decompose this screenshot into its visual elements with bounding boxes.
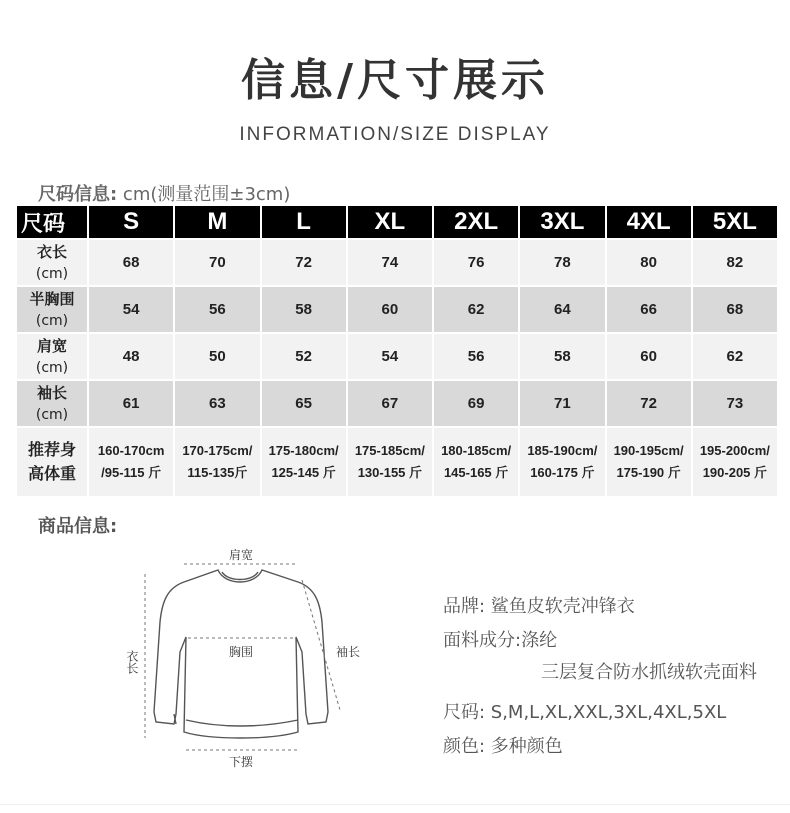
page-title: 信息/尺寸展示 xyxy=(240,55,550,106)
spec-colors: 颜色: 多种颜色 xyxy=(443,736,563,757)
table-cell: 73 xyxy=(693,381,777,426)
table-cell: 62 xyxy=(434,287,518,332)
spec-fabric: 面料成分:涤纶 xyxy=(443,630,558,651)
table-cell: 76 xyxy=(434,240,518,285)
table-cell: 56 xyxy=(434,334,518,379)
table-cell: 175-180cm/ 125-145 斤 xyxy=(262,428,346,496)
table-cell: 68 xyxy=(89,240,173,285)
spec-fabric-detail: 三层复合防水抓绒软壳面料 xyxy=(541,662,757,683)
table-cell: 54 xyxy=(89,287,173,332)
table-cell: 52 xyxy=(262,334,346,379)
label-length: 衣长 xyxy=(125,650,139,674)
size-header-cell: 5XL xyxy=(693,206,777,238)
sweater-diagram xyxy=(125,542,370,772)
table-cell: 195-200cm/ 190-205 斤 xyxy=(693,428,777,496)
size-header-cell: XL xyxy=(348,206,432,238)
table-row xyxy=(17,334,777,379)
table-cell: 60 xyxy=(348,287,432,332)
table-cell: 80 xyxy=(607,240,691,285)
size-header-corner: 尺码 xyxy=(17,206,87,238)
label-sleeve: 袖长 xyxy=(335,645,361,659)
table-cell: 74 xyxy=(348,240,432,285)
table-cell: 67 xyxy=(348,381,432,426)
table-row xyxy=(17,381,777,426)
table-cell: 64 xyxy=(520,287,604,332)
table-cell: 58 xyxy=(262,287,346,332)
size-table xyxy=(15,204,779,498)
row-label: 推荐身 高体重 xyxy=(17,428,87,496)
table-cell: 50 xyxy=(175,334,259,379)
table-row xyxy=(17,287,777,332)
table-cell: 82 xyxy=(693,240,777,285)
size-header-cell: 4XL xyxy=(607,206,691,238)
row-label: 半胸围 (cm) xyxy=(17,287,87,332)
row-label: 衣长 (cm) xyxy=(17,240,87,285)
table-cell: 60 xyxy=(607,334,691,379)
label-shoulder: 肩宽 xyxy=(228,548,254,562)
table-row-recommend xyxy=(17,428,777,496)
row-label: 肩宽 (cm) xyxy=(17,334,87,379)
table-cell: 54 xyxy=(348,334,432,379)
table-cell: 71 xyxy=(520,381,604,426)
table-cell: 78 xyxy=(520,240,604,285)
table-cell: 175-185cm/ 130-155 斤 xyxy=(348,428,432,496)
label-hem: 下摆 xyxy=(228,755,254,769)
table-cell: 63 xyxy=(175,381,259,426)
table-cell: 185-190cm/ 160-175 斤 xyxy=(520,428,604,496)
table-cell: 180-185cm/ 145-165 斤 xyxy=(434,428,518,496)
table-cell: 48 xyxy=(89,334,173,379)
size-header-cell: S xyxy=(89,206,173,238)
spec-sizes: 尺码: S,M,L,XL,XXL,3XL,4XL,5XL xyxy=(443,702,727,723)
table-cell: 65 xyxy=(262,381,346,426)
size-info-heading: 尺码信息: xyxy=(38,184,118,205)
table-cell: 69 xyxy=(434,381,518,426)
label-chest: 胸围 xyxy=(228,645,254,659)
size-header-cell: 3XL xyxy=(520,206,604,238)
table-row xyxy=(17,240,777,285)
size-header-cell: M xyxy=(175,206,259,238)
table-cell: 160-170cm /95-115 斤 xyxy=(89,428,173,496)
table-cell: 61 xyxy=(89,381,173,426)
size-header-cell: L xyxy=(262,206,346,238)
goods-info-title: 商品信息: xyxy=(38,516,118,537)
row-label: 袖长 (cm) xyxy=(17,381,87,426)
table-cell: 72 xyxy=(607,381,691,426)
page-subtitle: INFORMATION/SIZE DISPLAY xyxy=(239,124,551,145)
table-cell: 66 xyxy=(607,287,691,332)
table-cell: 68 xyxy=(693,287,777,332)
table-cell: 58 xyxy=(520,334,604,379)
spec-brand: 品牌: 鲨鱼皮软壳冲锋衣 xyxy=(443,596,635,617)
table-cell: 70 xyxy=(175,240,259,285)
table-cell: 62 xyxy=(693,334,777,379)
table-cell: 190-195cm/ 175-190 斤 xyxy=(607,428,691,496)
size-info-label xyxy=(38,180,290,206)
table-cell: 170-175cm/ 115-135斤 xyxy=(175,428,259,496)
table-cell: 56 xyxy=(175,287,259,332)
size-info-unit-note: cm(测量范围±3cm) xyxy=(117,184,291,205)
size-header-row xyxy=(17,206,777,238)
size-header-cell: 2XL xyxy=(434,206,518,238)
divider xyxy=(0,804,790,805)
table-cell: 72 xyxy=(262,240,346,285)
